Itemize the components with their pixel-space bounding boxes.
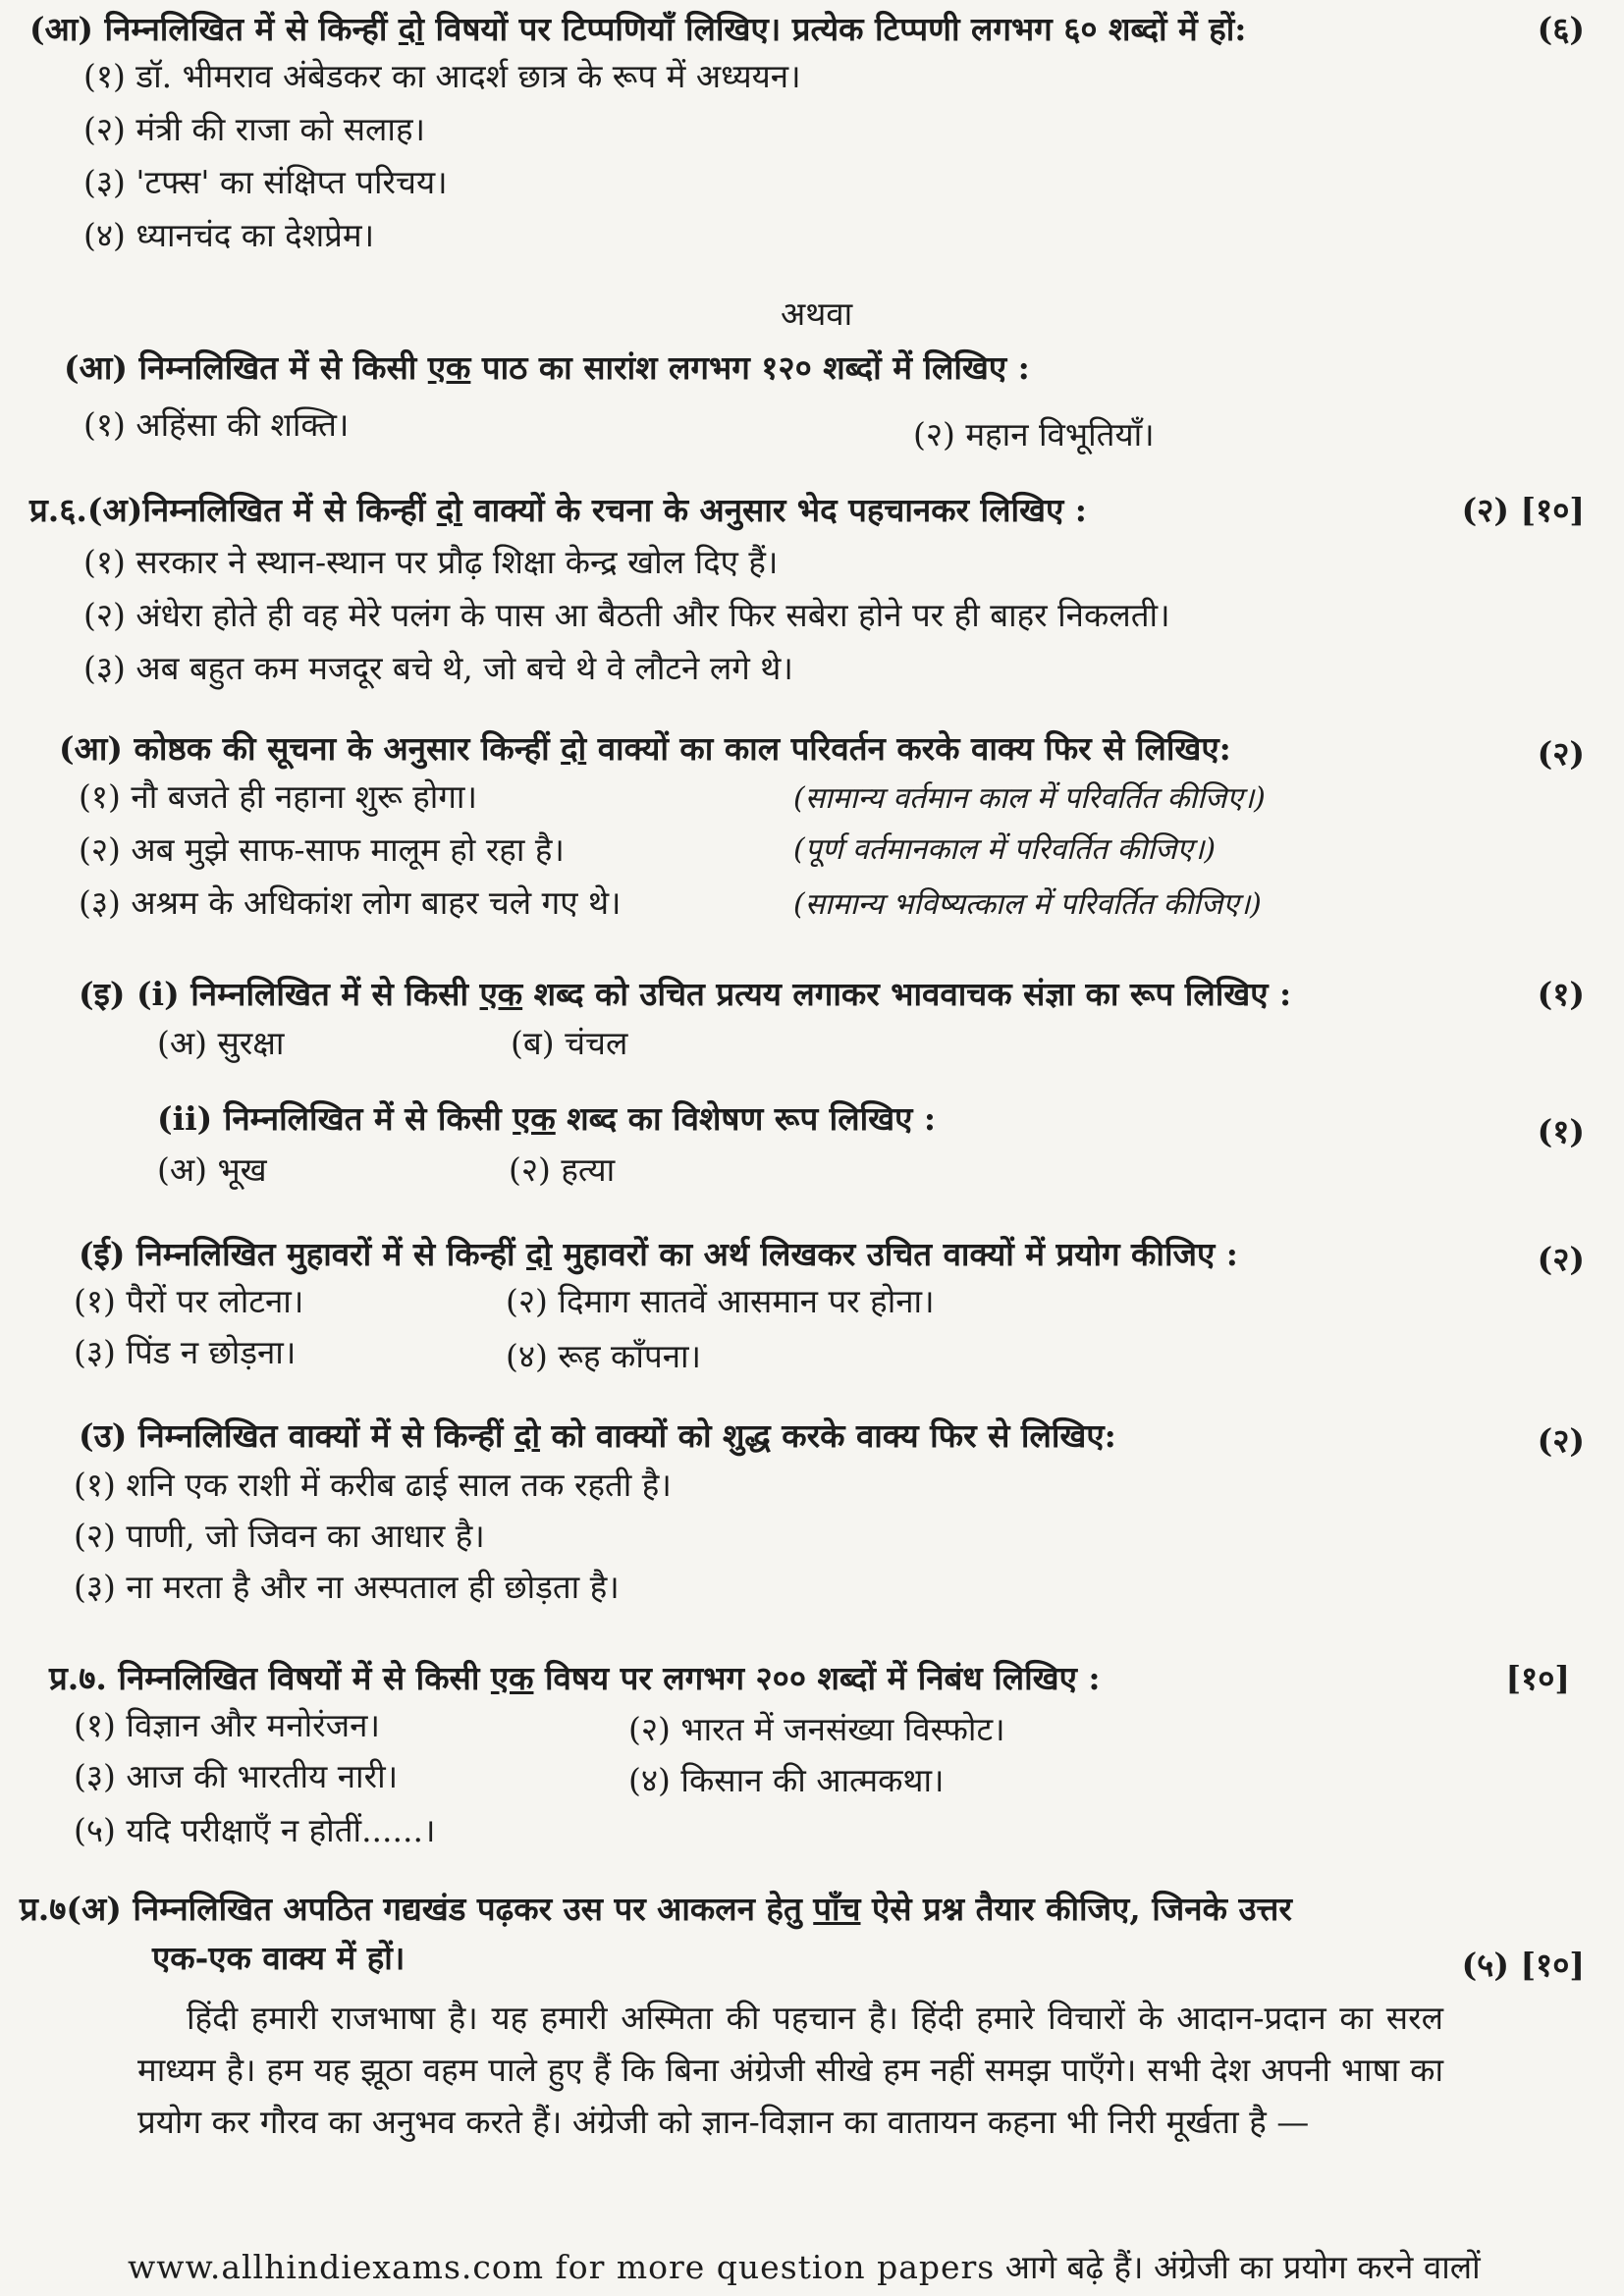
q7a-heading-cont: एक-एक वाक्य में हों। xyxy=(152,1939,406,1977)
list-item: (३) अब बहुत कम मजदूर बचे थे, जो बचे थे वे लौटने लगे थे। xyxy=(83,649,793,687)
q7a-heading: प्र.७(अ) निम्नलिखित अपठित गद्यखंड पढ़कर उस पर आकलन हेतु पाँच ऐसे प्रश्न तैयार कीजिए, जिनके उत्तर xyxy=(20,1890,1292,1928)
marks: (२) xyxy=(1537,734,1585,773)
passage-last-line: www.allhindiexams.com for more question papers आगे बढ़े हैं। अंग्रेजी का प्रयोग करने वालों xyxy=(128,2248,1481,2286)
option: (अ) सुरक्षा xyxy=(157,1024,285,1062)
list-item: (४) ध्यानचंद का देशप्रेम। xyxy=(83,216,375,254)
marks: (२) xyxy=(1537,1421,1585,1460)
list-item: (२) महान विभूतियाँ। xyxy=(913,415,1155,454)
marks: [१०] xyxy=(1505,1659,1570,1697)
q7-heading: प्र.७. निम्नलिखित विषयों में से किसी एक विषय पर लगभग २०० शब्दों में निबंध लिखिए : xyxy=(49,1659,1101,1697)
list-item: (२) दिमाग सातवें आसमान पर होना। xyxy=(506,1282,935,1320)
q6u-heading: (उ) निम्नलिखित वाक्यों में से किन्हीं दो को वाक्यों को शुद्ध करके वाक्य फिर से लिखिए: xyxy=(79,1416,1116,1455)
option: (२) हत्या xyxy=(509,1150,616,1189)
q6ii-heading: (ई) निम्नलिखित मुहावरों में से किन्हीं दो मुहावरों का अर्थ लिखकर उचित वाक्यों में प्रयोग कीजिए : xyxy=(79,1235,1238,1273)
or-divider: अथवा xyxy=(781,294,853,333)
q6i-part2-heading: (ii) निम्नलिखित में से किसी एक शब्द का विशेषण रूप लिखिए : xyxy=(157,1099,937,1138)
marks: (१) xyxy=(1537,1112,1585,1150)
list-item: (१) अहिंसा की शक्ति। xyxy=(83,405,350,444)
option: (ब) चंचल xyxy=(511,1024,628,1062)
list-item: (३) 'टफ्स' का संक्षिप्त परिचय। xyxy=(83,163,448,201)
list-item: (१) नौ बजते ही नहाना शुरू होगा। xyxy=(79,777,477,816)
marks: (१) xyxy=(1537,975,1585,1013)
section-aa-alt-heading: (आ) निम्नलिखित में से किसी एक पाठ का सारांश लगभग १२० शब्दों में लिखिए : xyxy=(64,348,1030,387)
marks: (२) [१०] xyxy=(1461,491,1585,529)
list-item: (२) अंधेरा होते ही वह मेरे पलंग के पास आ बैठती और फिर सबेरा होने पर ही बाहर निकलती। xyxy=(83,596,1170,634)
list-item: (१) विज्ञान और मनोरंजन। xyxy=(74,1706,380,1744)
option: (अ) भूख xyxy=(157,1150,267,1189)
list-item: (४) किसान की आत्मकथा। xyxy=(628,1761,945,1799)
unseen-passage: हिंदी हमारी राजभाषा है। यह हमारी अस्मिता की पहचान है। हिंदी हमारे विचारों के आदान-प्रदान का सरल माध्यम है। हम यह झूठा वहम पाले हुए हैं कि बिना अंग्रेजी सीखे हम नहीं समझ पाएँगे। सभी देश अपनी भाषा का प्रयोग कर गौरव का अनुभव करते हैं। अंग्रेजी को ज्ञान-विज्ञान का वातायन कहना भी निरी मूर्खता है — xyxy=(137,1999,1443,2141)
list-item: (५) यदि परीक्षाएँ न होतीं......। xyxy=(74,1811,436,1849)
list-item: (१) डॉ. भीमराव अंबेडकर का आदर्श छात्र के रूप में अध्ययन। xyxy=(83,57,801,95)
q6aa-heading: (आ) कोष्ठक की सूचना के अनुसार किन्हीं दो वाक्यों का काल परिवर्तन करके वाक्य फिर से लिखिए: xyxy=(59,729,1231,768)
list-item: (१) सरकार ने स्थान-स्थान पर प्रौढ़ शिक्षा केन्द्र खोल दिए हैं। xyxy=(83,543,779,581)
list-item: (२) अब मुझे साफ-साफ मालूम हो रहा है। xyxy=(79,830,565,869)
instruction-note: (सामान्य वर्तमान काल में परिवर्तित कीजिए।) xyxy=(793,781,1266,816)
q6i-heading: (इ) (i) निम्नलिखित में से किसी एक शब्द को उचित प्रत्यय लगाकर भाववाचक संज्ञा का रूप लिखिए : xyxy=(79,975,1292,1013)
list-item: (१) पैरों पर लोटना। xyxy=(74,1282,304,1320)
list-item: (२) पाणी, जो जिवन का आधार है। xyxy=(74,1517,485,1555)
marks: (६) xyxy=(1537,10,1585,48)
instruction-note: (सामान्य भविष्यत्काल में परिवर्तित कीजिए।) xyxy=(793,887,1262,922)
section-aa-heading: (आ) निम्नलिखित में से किन्हीं दो विषयों पर टिप्पणियाँ लिखिए। प्रत्येक टिप्पणी लगभग ६० शब्दों में हों: xyxy=(29,10,1247,48)
list-item: (३) आज की भारतीय नारी। xyxy=(74,1757,399,1795)
list-item: (२) मंत्री की राजा को सलाह। xyxy=(83,110,425,148)
list-item: (३) पिंड न छोड़ना। xyxy=(74,1333,297,1371)
list-item: (४) रूह काँपना। xyxy=(506,1337,702,1375)
list-item: (३) ना मरता है और ना अस्पताल ही छोड़ता है। xyxy=(74,1568,620,1606)
marks: (२) xyxy=(1537,1240,1585,1278)
q6-heading: प्र.६.(अ)निम्नलिखित में से किन्हीं दो वाक्यों के रचना के अनुसार भेद पहचानकर लिखिए : xyxy=(29,491,1087,529)
list-item: (२) भारत में जनसंख्या विस्फोट। xyxy=(628,1710,1005,1748)
list-item: (१) शनि एक राशी में करीब ढाई साल तक रहती है। xyxy=(74,1466,672,1504)
marks: (५) [१०] xyxy=(1461,1946,1585,1984)
instruction-note: (पूर्ण वर्तमानकाल में परिवर्तित कीजिए।) xyxy=(793,832,1217,867)
list-item: (३) अश्रम के अधिकांश लोग बाहर चले गए थे। xyxy=(79,883,622,922)
